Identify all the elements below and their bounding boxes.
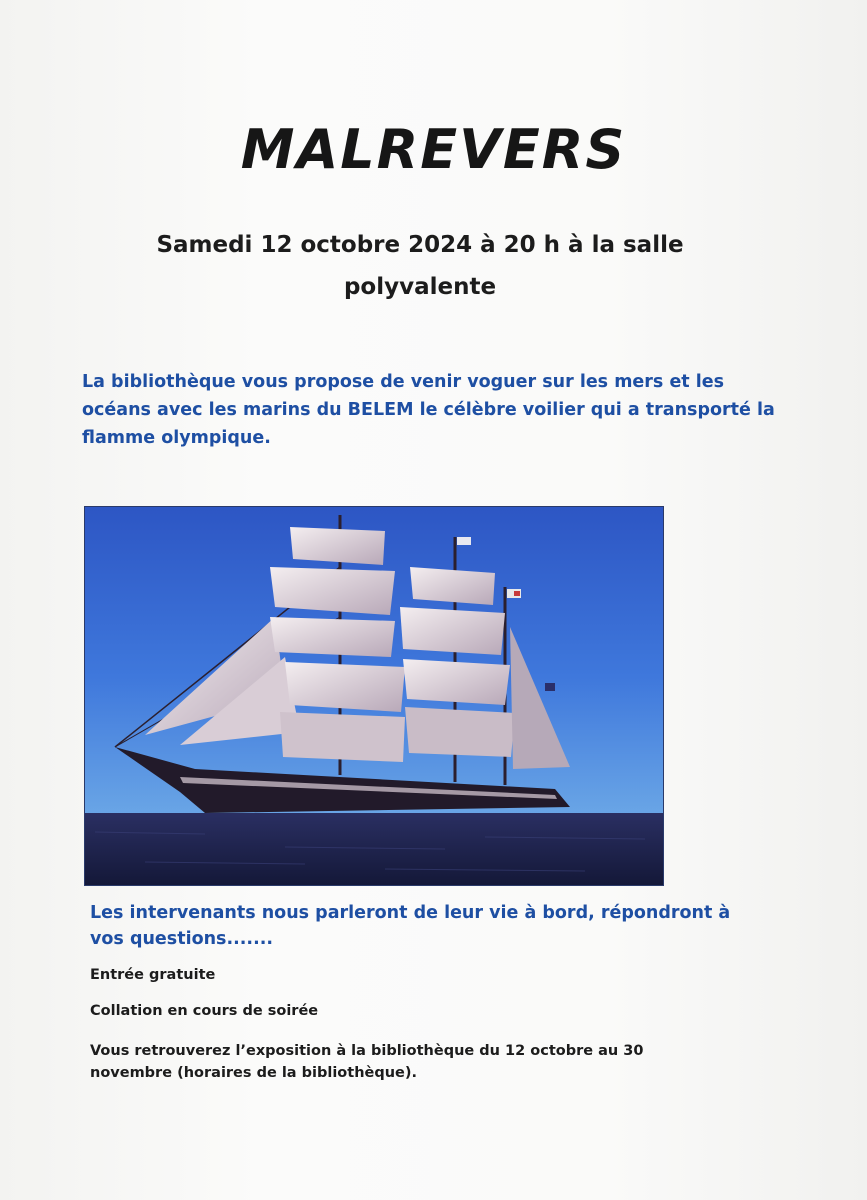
event-title: MALREVERS (240, 118, 627, 181)
collation-note: Collation en cours de soirée (90, 1003, 319, 1019)
event-date-location: Samedi 12 octobre 2024 à 20 h à la salle polyvalente (156, 232, 684, 300)
tall-ship-photo (84, 506, 664, 886)
free-entry: Entrée gratuite (90, 967, 216, 983)
event-description: La bibliothèque vous propose de venir voguer sur les mers et les océans avec les marins du BELEM le célèbre voilier qui a transporté la flamme olympique. (82, 372, 775, 448)
speakers-note: Les intervenants nous parleront de leur vie à bord, répondront à vos questions....... (90, 903, 731, 949)
exhibition-note: Vous retrouverez l’exposition à la bibliothèque du 12 octobre au 30 novembre (horaires de la bibliothèque). (90, 1043, 644, 1081)
